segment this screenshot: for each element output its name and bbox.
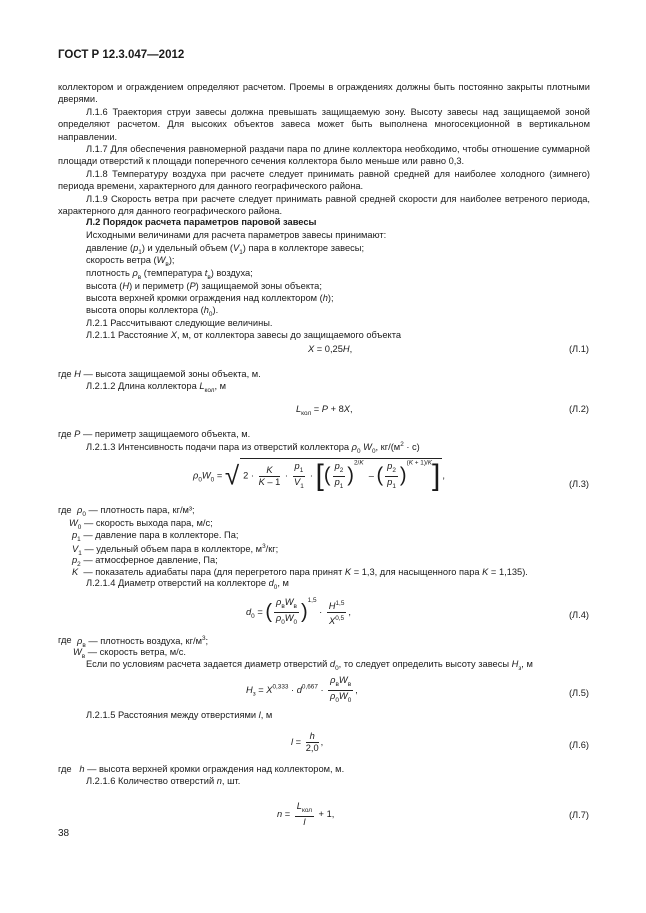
equation-l1-number: (Л.1) [568,344,589,354]
where-l4-lead: где [58,635,72,645]
item-l-2-1: Л.2.1 Рассчитывают следующие величины. [86,318,273,328]
where-l1: где H — высота защищаемой зоны объекта, м. [58,369,261,379]
item-l-2-1-5: Л.2.1.5 Расстояния между отверстиями l, м [86,710,273,720]
equation-l2: $L_{кол} = P + 8X$, [296,404,353,417]
paragraph-l-1-8: Л.1.8 Температуру воздуха при расчете следует принимать равной средней для наиболее холодного (зимнего) периода времени, характерного для данного географического района. [58,169,590,192]
item-l-2-1-6: Л.2.1.6 Количество отверстий n, шт. [86,776,241,786]
equation-l3: $\rho_0W_0$ = √ 2 · $\frac{K}{K - 1}$ · $\frac{p_1}{V_1}$ · [( $\frac{p_2}{p_1}$ )$^{2/K}$ – ( $\frac{p_2}{p_1}$ )$^{(K + 1)/K}$] , [193,459,445,492]
where-l3-v1: $V_1$ — удельный объем пара в коллекторе, $м^3/кг$; [72,543,279,557]
where-l3-lead: где [58,505,72,515]
document-header: ГОСТ Р 12.3.047—2012 [58,49,185,61]
item-l-2-1-1: Л.2.1.1 Расстояние X, м, от коллектора завесы до защищаемого объекта [86,330,402,340]
where-l4-rho: $\rho_в$ — плотность воздуха, $кг/м^3$; [77,635,209,649]
where-l3-rho0: $\rho_0$ — плотность пара, кг/м³; [77,505,195,518]
equation-l5-number: (Л.5) [568,688,589,698]
where-l4-w: $W_в$ — скорость ветра, м/с. [73,647,186,660]
item-l-2-1-3: Л.2.1.3 Интенсивность подачи пара из отверстий коллектора $\rho_0$ $W_0$, $кг/(м^2 \cdot с)$ [86,441,420,455]
equation-l5: $H_з = X^{0,333} \cdot d^{0,667}$ · $\frac{\rho_вW_в}{\rho_0W_0}$ , [246,675,358,704]
equation-l7: n = $\frac{L_{кол}}{l}$ + 1, [277,801,335,827]
paragraph-l-1-7: Л.1.7 Для обеспечения равномерной раздачи пара по длине коллектора необходимо, чтобы отношение суммарной площади отверстий к площади поперечного сечения коллектора было меньше или равно 0,3. [58,144,590,167]
item-l-2-1-4: Л.2.1.4 Диаметр отверстий на коллекторе $d_0$, м [86,578,289,591]
initial-item-density: плотность $\rho_в$ (температура $t_в$) воздуха; [86,268,253,281]
initial-item-edge: высота верхней кромки ограждения над коллектором (h); [86,293,334,303]
initial-item-wind: скорость ветра $(W_в)$; [86,255,175,268]
initial-item-height: высота (H) и периметр (P) защищаемой зоны объекта; [86,281,322,291]
if-diameter-given: Если по условиям расчета задается диаметр отверстий $d_0$, то следует определить высоту завесы $H_з$, м [86,659,533,672]
where-l3-w0: $W_0$ — скорость выхода пара, м/с; [69,518,213,531]
where-l3-p1: $p_1$ — давление пара в коллекторе. Па; [72,530,239,543]
equation-l6: l = $\frac{h}{2,0}$ , [291,731,324,753]
equation-l1: X = 0,25H, [308,344,353,354]
initial-values-intro: Исходными величинами для расчета параметров завесы принимают: [86,230,387,240]
where-l3-k: K — показатель адиабаты пара (для перегретого пара принят K = 1,3, для насыщенного пара K = 1,135). [72,567,528,577]
where-l6: где h — высота верхней кромки ограждения над коллектором, м. [58,764,345,774]
initial-item-support: высота опоры коллектора $(h_0)$. [86,305,219,318]
initial-item-pressure: давление $(p_1)$ и удельный объем $(V_1)$ пара в коллекторе завесы; [86,243,365,256]
where-l2: где P — периметр защищаемого объекта, м. [58,429,251,439]
equation-l4-number: (Л.4) [568,610,589,620]
equation-l4: $d_0$ = ( $\frac{\rho_вW_в}{\rho_0W_0}$ )$^{1,5}$ · $\frac{H^{1,5}}{X^{0,5}}$ , [246,597,351,627]
section-title: Л.2 Порядок расчета параметров паровой завесы [86,217,317,227]
paragraph-l-1-6: Л.1.6 Траектория струи завесы должна превышать защищаемую зону. Высоту завесы над защищаемой зоной определяют расчетом. Для высоких объектов завеса может быть выполнена многосекционной в вертикальном направлении. [58,107,590,142]
item-l-2-1-2: Л.2.1.2 Длина коллектора $L_{кол}$, м [86,381,227,394]
equation-l6-number: (Л.6) [568,740,589,750]
equation-l7-number: (Л.7) [568,810,589,820]
where-l3-p2: $p_2$ — атмосферное давление, Па; [72,555,218,568]
equation-l2-number: (Л.2) [568,404,589,414]
paragraph-l-1-9: Л.1.9 Скорость ветра при расчете следует принимать равной средней скорости для наиболее ветреного периода, характерного для данного географического района. [58,194,590,217]
paragraph-continuation: коллектором и ограждением определяют расчетом. Проемы в ограждениях должны быть постоянно закрыты плотными дверями. [58,82,590,105]
page-number: 38 [58,828,70,839]
equation-l3-number: (Л.3) [568,479,589,489]
